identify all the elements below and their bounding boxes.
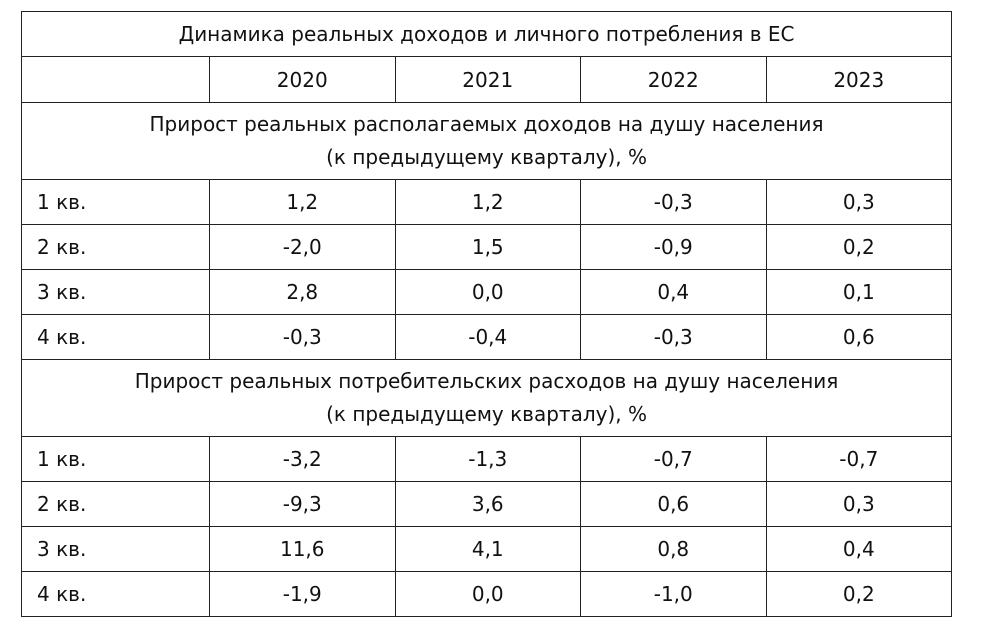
value-cell: 1,5 xyxy=(395,225,581,270)
quarter-label: 4 кв. xyxy=(22,572,210,617)
value-cell: 0,1 xyxy=(766,270,952,315)
value-cell: -0,3 xyxy=(581,315,767,360)
value-cell: 0,4 xyxy=(766,527,952,572)
value-cell: 11,6 xyxy=(210,527,396,572)
section-title-line: (к предыдущему кварталу), % xyxy=(326,145,647,169)
value-cell: -3,2 xyxy=(210,437,396,482)
table-row xyxy=(22,572,952,617)
value-cell: 0,6 xyxy=(581,482,767,527)
section-header-row xyxy=(22,360,952,437)
section-title xyxy=(22,103,952,180)
value-cell: -9,3 xyxy=(210,482,396,527)
value-cell: -1,3 xyxy=(395,437,581,482)
value-cell: -0,4 xyxy=(395,315,581,360)
value-cell: 0,2 xyxy=(766,225,952,270)
data-table xyxy=(21,11,952,617)
value-cell: -0,7 xyxy=(766,437,952,482)
quarter-label: 4 кв. xyxy=(22,315,210,360)
value-cell: 1,2 xyxy=(395,180,581,225)
section-title xyxy=(22,360,952,437)
value-cell: 0,4 xyxy=(581,270,767,315)
quarter-label: 1 кв. xyxy=(22,180,210,225)
quarter-label: 2 кв. xyxy=(22,482,210,527)
table-row xyxy=(22,270,952,315)
quarter-label: 3 кв. xyxy=(22,527,210,572)
year-header-2020: 2020 xyxy=(210,57,396,103)
value-cell: -0,3 xyxy=(210,315,396,360)
value-cell: 4,1 xyxy=(395,527,581,572)
table-row xyxy=(22,180,952,225)
table-row xyxy=(22,437,952,482)
value-cell: -0,3 xyxy=(581,180,767,225)
year-header-2021: 2021 xyxy=(395,57,581,103)
table-title-row xyxy=(22,12,952,57)
value-cell: 0,0 xyxy=(395,572,581,617)
section-header-row xyxy=(22,103,952,180)
table-row xyxy=(22,482,952,527)
value-cell: 0,8 xyxy=(581,527,767,572)
value-cell: -1,0 xyxy=(581,572,767,617)
value-cell: 1,2 xyxy=(210,180,396,225)
table-row xyxy=(22,315,952,360)
section-title-line: Прирост реальных располагаемых доходов на душу населения xyxy=(149,112,824,136)
table-title: Динамика реальных доходов и личного потребления в ЕС xyxy=(22,12,952,57)
section-title-line: (к предыдущему кварталу), % xyxy=(326,402,647,426)
table-row xyxy=(22,527,952,572)
year-header-2023: 2023 xyxy=(766,57,952,103)
value-cell: 0,3 xyxy=(766,482,952,527)
year-header-row xyxy=(22,57,952,103)
value-cell: 0,6 xyxy=(766,315,952,360)
value-cell: -0,9 xyxy=(581,225,767,270)
table-body xyxy=(22,12,952,617)
value-cell: 2,8 xyxy=(210,270,396,315)
header-empty-cell xyxy=(22,57,210,103)
value-cell: -1,9 xyxy=(210,572,396,617)
year-header-2022: 2022 xyxy=(581,57,767,103)
value-cell: 0,0 xyxy=(395,270,581,315)
quarter-label: 3 кв. xyxy=(22,270,210,315)
quarter-label: 2 кв. xyxy=(22,225,210,270)
quarter-label: 1 кв. xyxy=(22,437,210,482)
value-cell: -2,0 xyxy=(210,225,396,270)
section-title-line: Прирост реальных потребительских расходов на душу населения xyxy=(134,369,839,393)
value-cell: 0,2 xyxy=(766,572,952,617)
value-cell: -0,7 xyxy=(581,437,767,482)
value-cell: 0,3 xyxy=(766,180,952,225)
value-cell: 3,6 xyxy=(395,482,581,527)
table-row xyxy=(22,225,952,270)
